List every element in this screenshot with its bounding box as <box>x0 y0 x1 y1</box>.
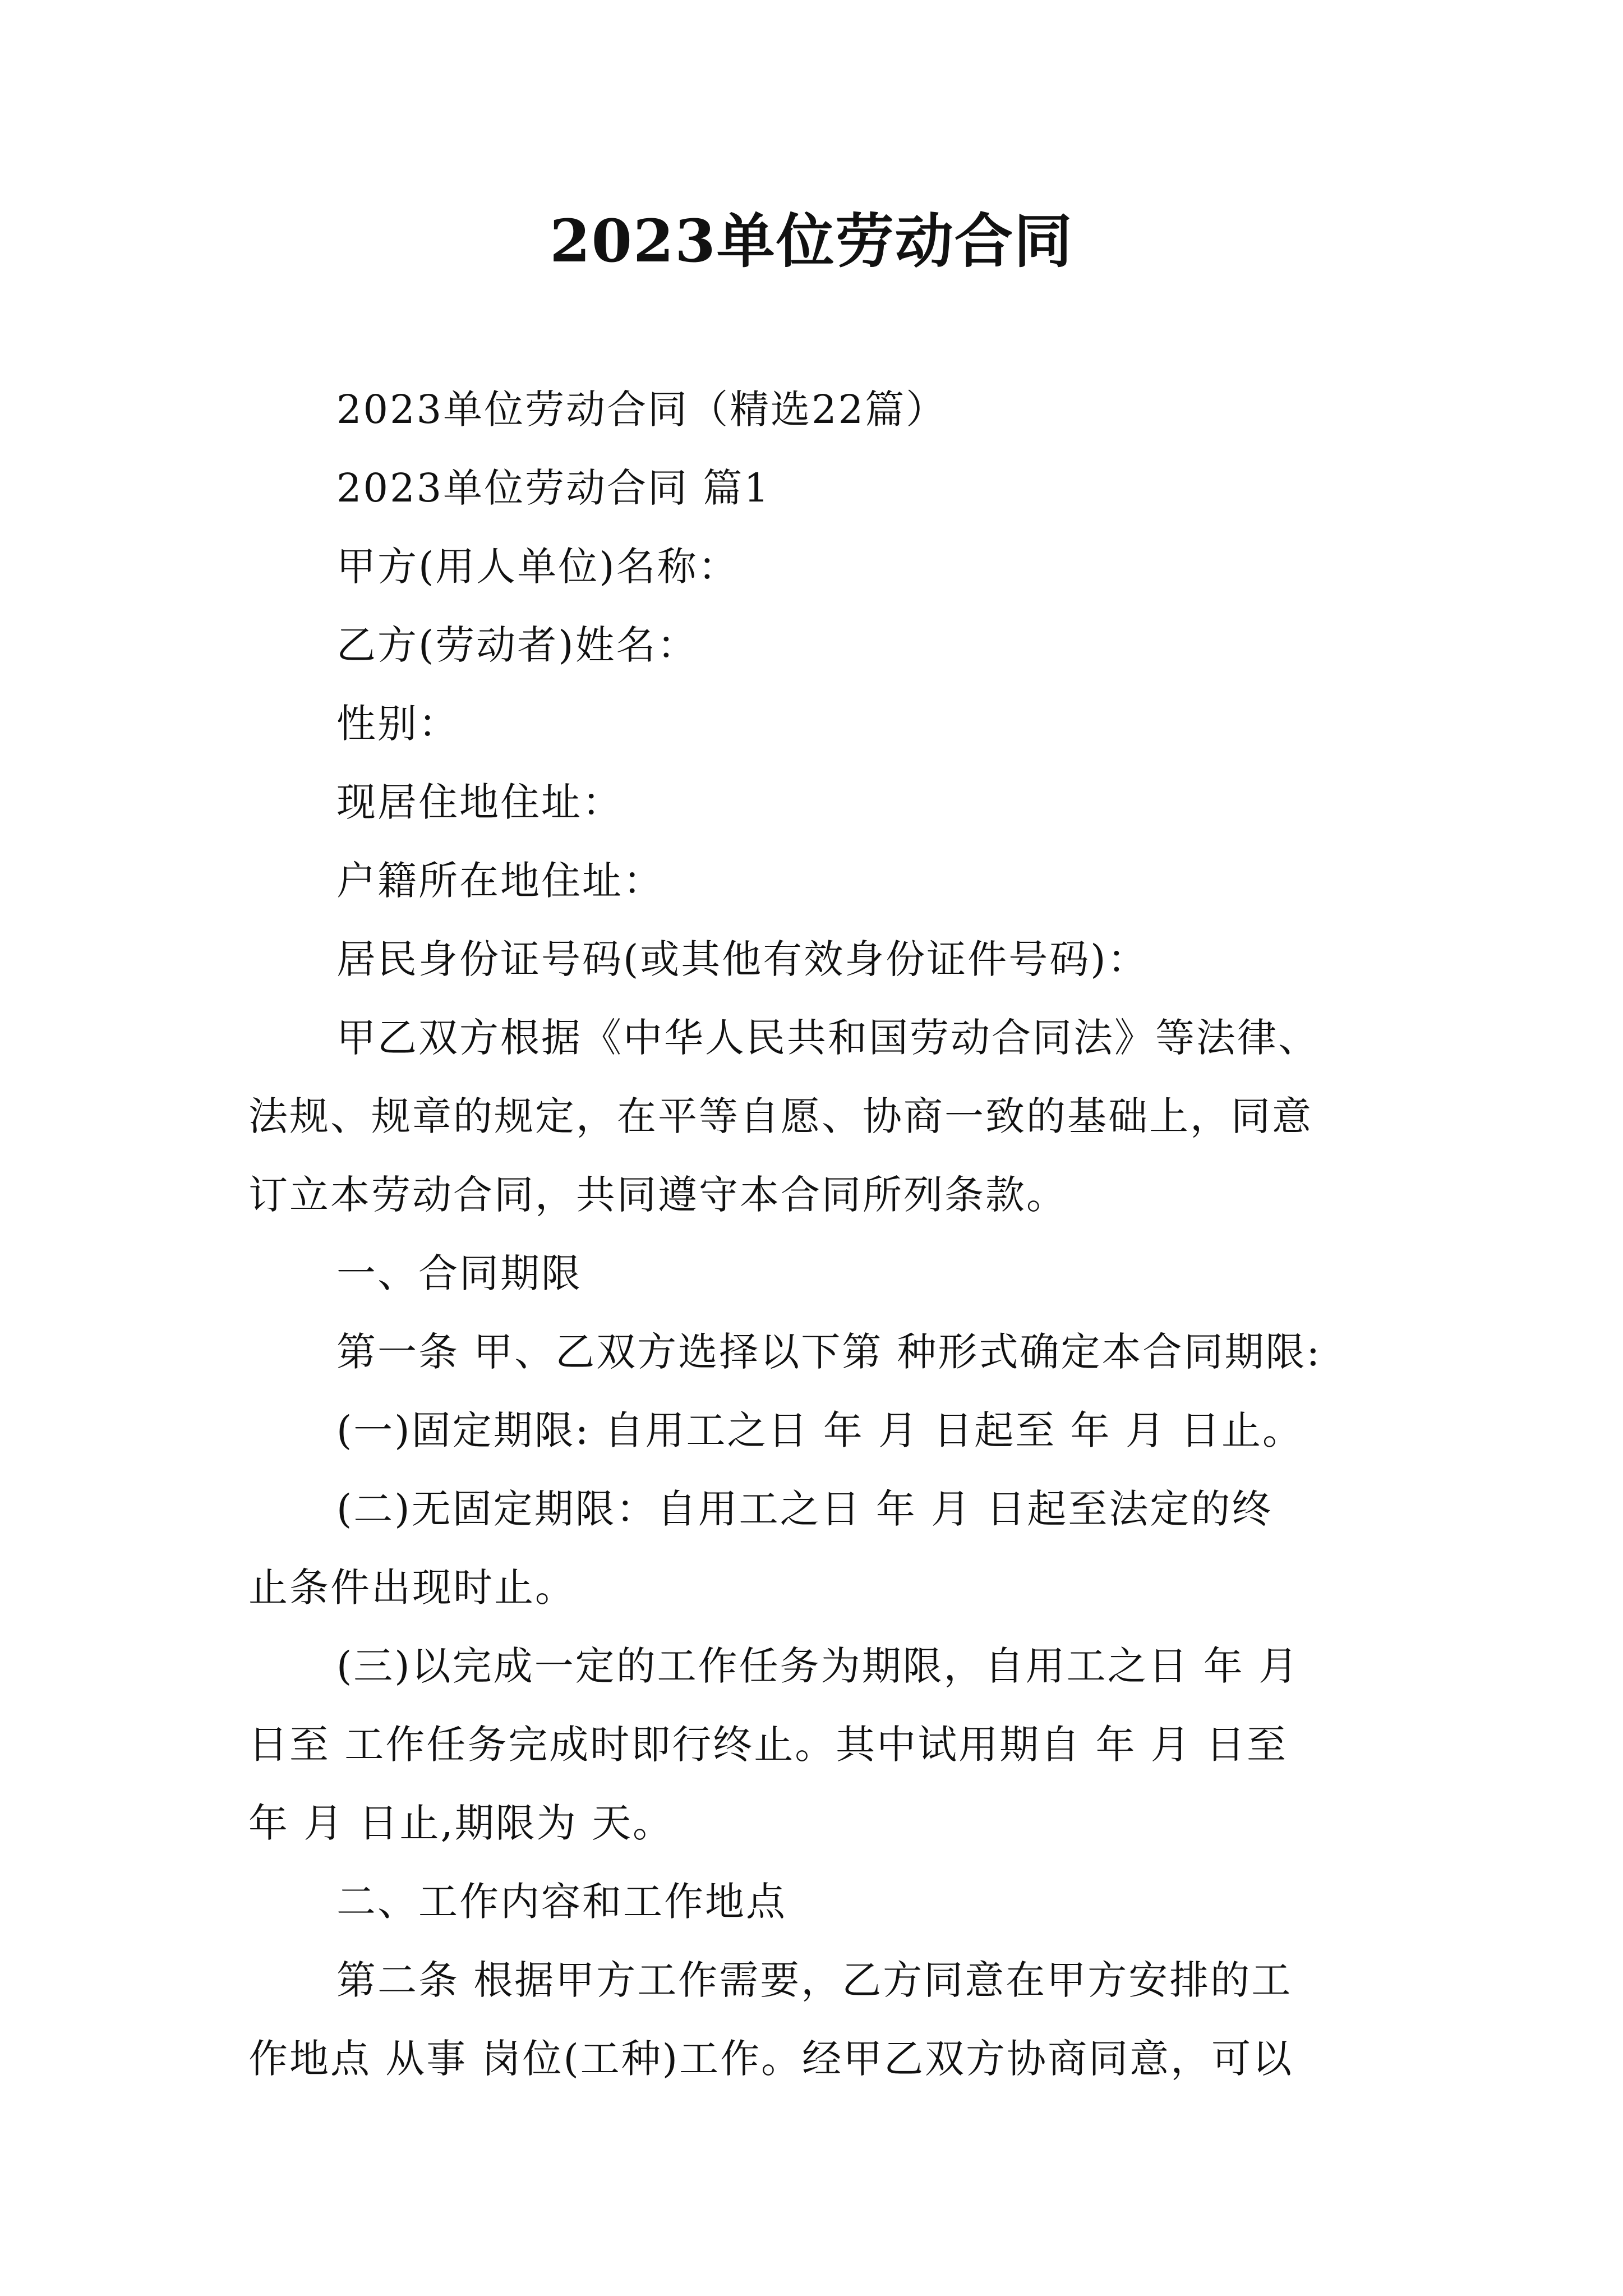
article-2-line-2: 作地点 从事 岗位(工种)工作。经甲乙双方协商同意，可以 <box>248 2036 1294 2082</box>
preamble-line-3: 订立本劳动合同，共同遵守本合同所列条款。 <box>248 1172 1067 1218</box>
party-b-name-line: 乙方(劳动者)姓名： <box>336 622 698 668</box>
party-a-name-line: 甲方(用人单位)名称： <box>336 544 739 590</box>
preamble-line-1: 甲乙双方根据《中华人民共和国劳动合同法》等法律、 <box>336 1015 1319 1061</box>
term-fixed-line: (一)固定期限: 自用工之日 年 月 日起至 年 月 日止。 <box>336 1407 1303 1453</box>
document-title: 2023单位劳动合同 <box>550 206 1073 275</box>
term-task-line-2: 日至 工作任务完成时即行终止。其中试用期自 年 月 日至 <box>248 1722 1288 1768</box>
gender-line: 性别： <box>336 701 459 747</box>
term-open-line-1: (二)无固定期限：自用工之日 年 月 日起至法定的终 <box>336 1486 1273 1532</box>
article-1-line: 第一条 甲、乙双方选择以下第 种形式确定本合同期限: <box>336 1329 1322 1375</box>
term-open-line-2: 止条件出现时止。 <box>248 1565 576 1611</box>
article-2-line-1: 第二条 根据甲方工作需要，乙方同意在甲方安排的工 <box>336 1957 1293 2003</box>
household-address-line: 户籍所在地住址： <box>336 858 664 904</box>
term-task-line-3: 年 月 日止,期限为 天。 <box>248 1800 674 1846</box>
id-number-line: 居民身份证号码(或其他有效身份证件号码)： <box>336 936 1149 982</box>
term-task-line-1: (三)以完成一定的工作任务为期限，自用工之日 年 月 <box>336 1643 1300 1689</box>
current-address-line: 现居住地住址： <box>336 779 623 825</box>
chapter-2-heading: 二、工作内容和工作地点 <box>336 1879 787 1925</box>
section-heading-line: 2023单位劳动合同 篇1 <box>336 465 771 511</box>
preamble-line-2: 法规、规章的规定，在平等自愿、协商一致的基础上，同意 <box>248 1093 1313 1139</box>
subtitle-line: 2023单位劳动合同（精选22篇） <box>336 386 947 432</box>
chapter-1-heading: 一、合同期限 <box>336 1250 582 1296</box>
